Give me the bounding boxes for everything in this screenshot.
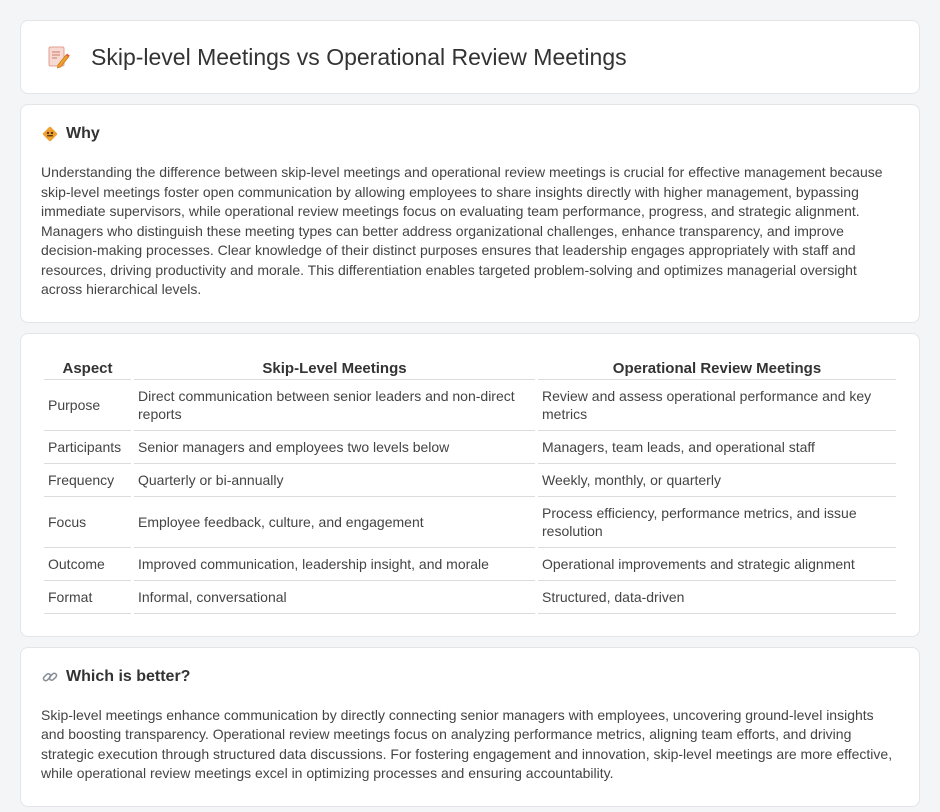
comparison-table bbox=[41, 354, 899, 614]
row-operational: Managers, team leads, and operational staff bbox=[538, 431, 896, 464]
why-section bbox=[20, 104, 920, 323]
better-body: Skip-level meetings enhance communication by directly connecting senior managers with employees, uncovering ground-level insights and boosting transparency. Operational review meetings focus on analyzing performance metrics, aligning team efforts, and driving strategic execution through structured data discussions. For fostering engagement and innovation, skip-level meetings are more effective, while operational review meetings excel in optimizing processes and ensuring accountability. bbox=[41, 706, 893, 781]
row-skip-level: Employee feedback, culture, and engagement bbox=[134, 497, 535, 548]
table-row bbox=[44, 464, 896, 497]
row-skip-level: Senior managers and employees two levels below bbox=[134, 431, 535, 464]
table-header-row bbox=[44, 354, 896, 380]
row-skip-level: Direct communication between senior leaders and non-direct reports bbox=[134, 380, 535, 431]
table-row bbox=[44, 431, 896, 464]
row-operational: Structured, data-driven bbox=[538, 581, 896, 614]
row-aspect: Focus bbox=[44, 497, 131, 548]
table-row bbox=[44, 380, 896, 431]
diamond-sign-icon bbox=[41, 125, 59, 143]
row-operational: Operational improvements and strategic alignment bbox=[538, 548, 896, 581]
page-header bbox=[20, 20, 920, 94]
comparison-card bbox=[20, 333, 920, 637]
why-heading bbox=[41, 125, 899, 143]
header-skip-level: Skip-Level Meetings bbox=[134, 354, 535, 380]
why-heading-text: Why bbox=[66, 125, 100, 142]
table-row bbox=[44, 497, 896, 548]
page-title: Skip-level Meetings vs Operational Review Meetings bbox=[91, 43, 627, 70]
row-aspect: Frequency bbox=[44, 464, 131, 497]
link-icon bbox=[41, 668, 59, 686]
row-aspect: Participants bbox=[44, 431, 131, 464]
why-body: Understanding the difference between skip-level meetings and operational review meetings is crucial for effective management because skip-level meetings foster open communication by allowing employees to share insights directly with higher management, bypassing immediate supervisors, while operational review meetings focus on evaluating team performance, progress, and strategic alignment. Managers who distinguish these meeting types can better address organizational challenges, enhance transparency, and improve decision-making processes. Clear knowledge of their distinct purposes ensures that leadership engages appropriately with staff and resources, driving productivity and morale. This differentiation enables targeted problem-solving and optimizes managerial oversight across hierarchical levels. bbox=[41, 164, 883, 297]
header-operational: Operational Review Meetings bbox=[538, 354, 896, 380]
row-aspect: Purpose bbox=[44, 380, 131, 431]
row-aspect: Outcome bbox=[44, 548, 131, 581]
table-row bbox=[44, 581, 896, 614]
row-skip-level: Quarterly or bi-annually bbox=[134, 464, 535, 497]
row-operational: Weekly, monthly, or quarterly bbox=[538, 464, 896, 497]
better-section bbox=[20, 647, 920, 807]
row-aspect: Format bbox=[44, 581, 131, 614]
row-skip-level: Improved communication, leadership insight, and morale bbox=[134, 548, 535, 581]
row-skip-level: Informal, conversational bbox=[134, 581, 535, 614]
header-aspect: Aspect bbox=[44, 354, 131, 380]
document-pencil-icon bbox=[45, 44, 71, 70]
table-row bbox=[44, 548, 896, 581]
row-operational: Review and assess operational performance and key metrics bbox=[538, 380, 896, 431]
row-operational: Process efficiency, performance metrics, and issue resolution bbox=[538, 497, 896, 548]
better-heading-text: Which is better? bbox=[66, 667, 191, 685]
better-heading bbox=[41, 668, 899, 686]
